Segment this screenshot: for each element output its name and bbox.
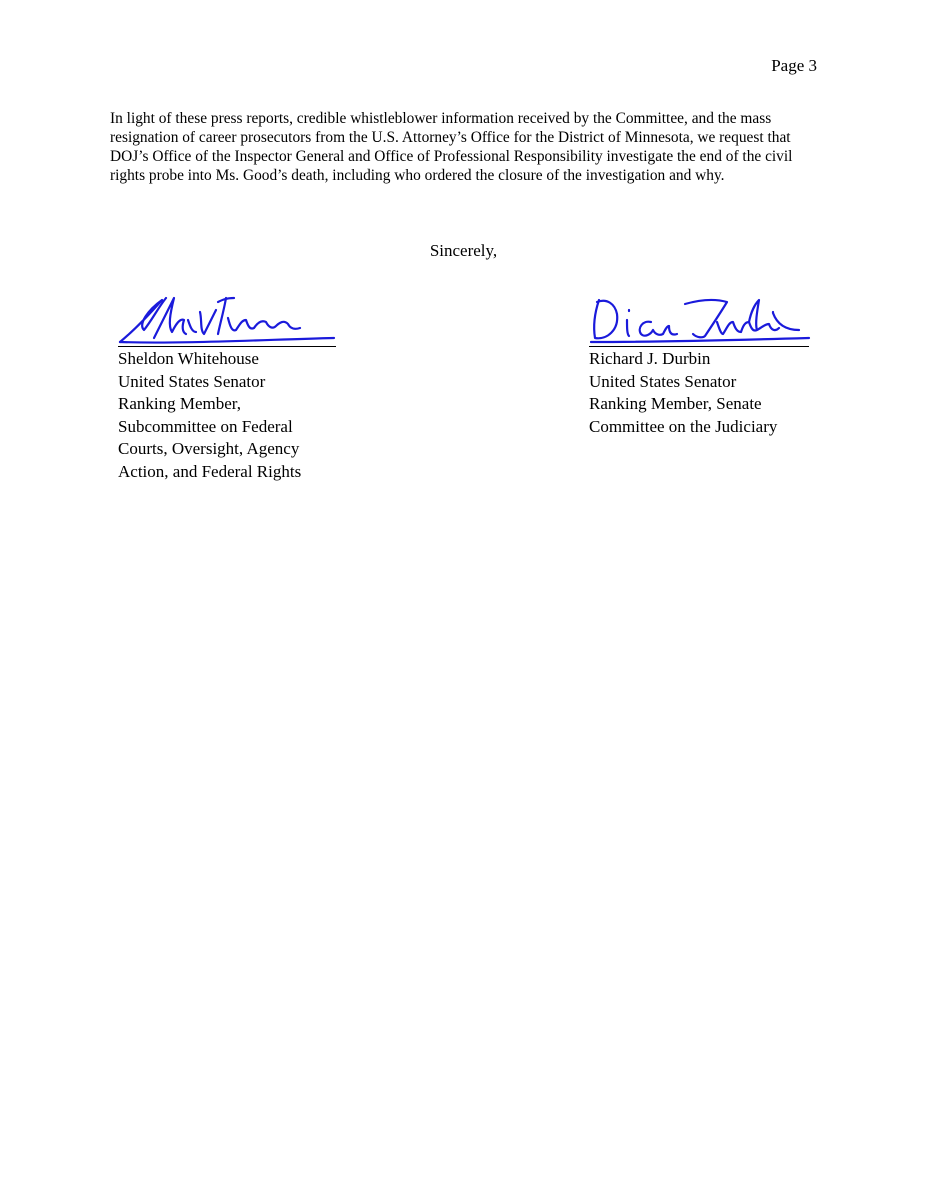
signatory-title-line: United States Senator xyxy=(118,371,266,391)
signature-rule xyxy=(118,346,336,347)
page-number: Page 3 xyxy=(771,56,817,75)
handwritten-signature-durbin xyxy=(589,290,811,346)
signatory-title-line: Courts, Oversight, Agency xyxy=(118,439,300,459)
handwritten-signature-whitehouse xyxy=(118,290,338,346)
body-paragraph: In light of these press reports, credible whistleblower information received by the Committee, and the mass resignation of career prosecutors from the U.S. Attorney’s Office for the District of Minnesota, we request that DOJ’s Office of the Inspector General and Office of Professional Responsibility investigate the end of the civil rights probe into Ms. Good’s death, including who ordered the closure of the investigation and why. xyxy=(110,110,793,184)
closing-salutation: Sincerely, xyxy=(429,241,498,260)
signatory-title-line: Action, and Federal Rights xyxy=(118,461,302,481)
signatory-title-line: Committee on the Judiciary xyxy=(589,416,778,436)
signature-block-whitehouse xyxy=(118,290,338,484)
signatory-title-line: Subcommittee on Federal xyxy=(118,416,293,436)
signature-block-durbin xyxy=(589,290,811,438)
signature-rule xyxy=(589,346,809,347)
signatory-name: Richard J. Durbin xyxy=(589,349,711,368)
signatory-title-line: Ranking Member, Senate xyxy=(589,394,762,414)
signatory-title-line: United States Senator xyxy=(589,371,737,391)
signatory-title-line: Ranking Member, xyxy=(118,394,242,414)
signatory-name: Sheldon Whitehouse xyxy=(118,349,259,368)
